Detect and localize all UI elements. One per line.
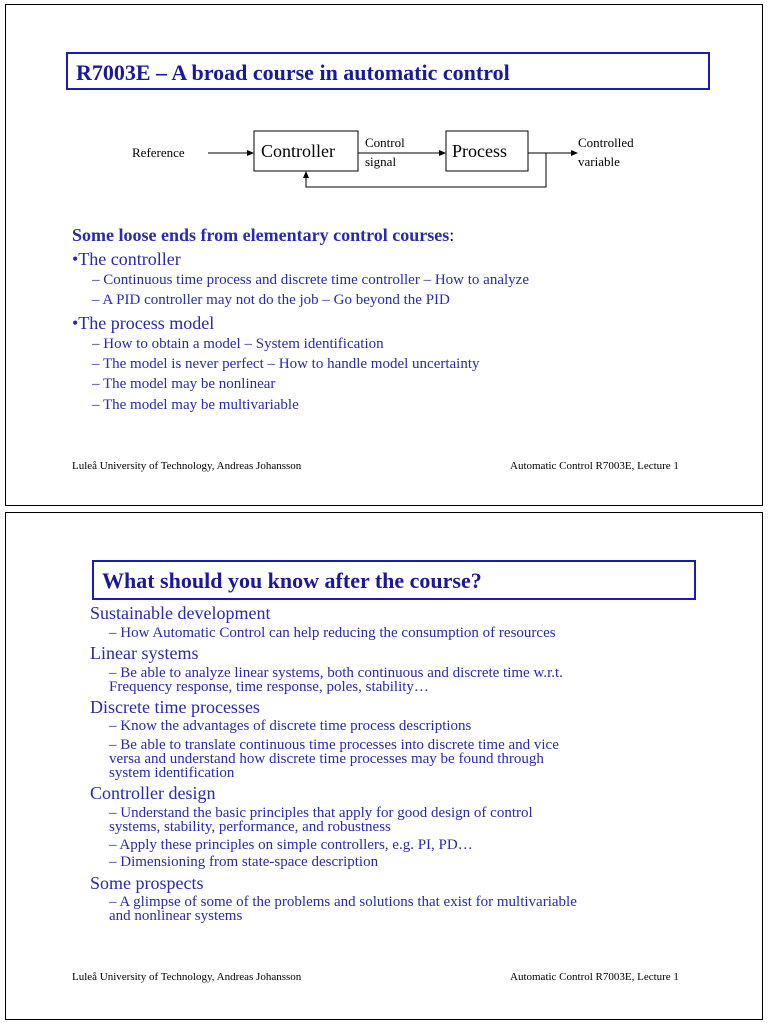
footer-left: Luleå University of Technology, Andreas Johansson	[72, 460, 302, 472]
controlled-label: Controlled	[578, 135, 634, 150]
slide-1-title: R7003E – A broad course in automatic control	[66, 52, 710, 90]
footer-left: Luleå University of Technology, Andreas Johansson	[72, 971, 302, 983]
footer-right: Automatic Control R7003E, Lecture 1	[510, 460, 679, 472]
list-item: – A glimpse of some of the problems and solutions that exist for multivariable and nonlinear systems	[109, 894, 577, 924]
list-item: – Dimensioning from state-space description	[109, 854, 379, 870]
list-item: – Apply these principles on simple controllers, e.g. PI, PD…	[109, 837, 473, 853]
reference-arrowhead	[247, 150, 254, 156]
output-arrowhead	[571, 150, 578, 156]
list-item: – Know the advantages of discrete time process descriptions	[109, 718, 472, 734]
section-heading: Controller design	[90, 783, 216, 803]
section-heading: Linear systems	[90, 643, 199, 663]
reference-label: Reference	[132, 145, 185, 160]
list-item: – Understand the basic principles that apply for good design of control systems, stability, performance, and robustness	[109, 805, 533, 835]
section-heading: •The controller	[72, 249, 181, 269]
control-label: Control	[365, 135, 405, 150]
slide-2	[5, 512, 763, 1020]
process-label: Process	[452, 141, 507, 161]
footer-right: Automatic Control R7003E, Lecture 1	[510, 971, 679, 983]
section-heading: Sustainable development	[90, 603, 271, 623]
slide-2-title: What should you know after the course?	[92, 560, 696, 600]
list-item: – How to obtain a model – System identification	[92, 336, 384, 352]
section-heading: Some prospects	[90, 873, 204, 893]
signal-label: signal	[365, 154, 397, 169]
variable-label: variable	[578, 154, 620, 169]
list-item: – The model may be nonlinear	[92, 376, 276, 392]
list-item: – Be able to analyze linear systems, both continuous and discrete time w.r.t. Frequency response, time response, poles, stability…	[109, 665, 563, 695]
section-heading: Discrete time processes	[90, 697, 260, 717]
slide-1	[5, 4, 763, 506]
list-item: – A PID controller may not do the job – Go beyond the PID	[92, 292, 450, 308]
list-item: – Continuous time process and discrete time controller – How to analyze	[92, 272, 529, 288]
list-item: – The model may be multivariable	[92, 397, 299, 413]
controller-label: Controller	[261, 141, 335, 161]
section-heading: •The process model	[72, 313, 215, 333]
list-item: – The model is never perfect – How to handle model uncertainty	[92, 356, 480, 372]
intro-heading: Some loose ends from elementary control courses:	[72, 225, 455, 245]
feedback-arrowhead	[303, 171, 309, 178]
list-item: – Be able to translate continuous time processes into discrete time and vice versa and understand how discrete time processes may be found through system identification	[109, 737, 559, 781]
list-item: – How Automatic Control can help reducing the consumption of resources	[109, 625, 556, 641]
control-arrowhead	[439, 150, 446, 156]
